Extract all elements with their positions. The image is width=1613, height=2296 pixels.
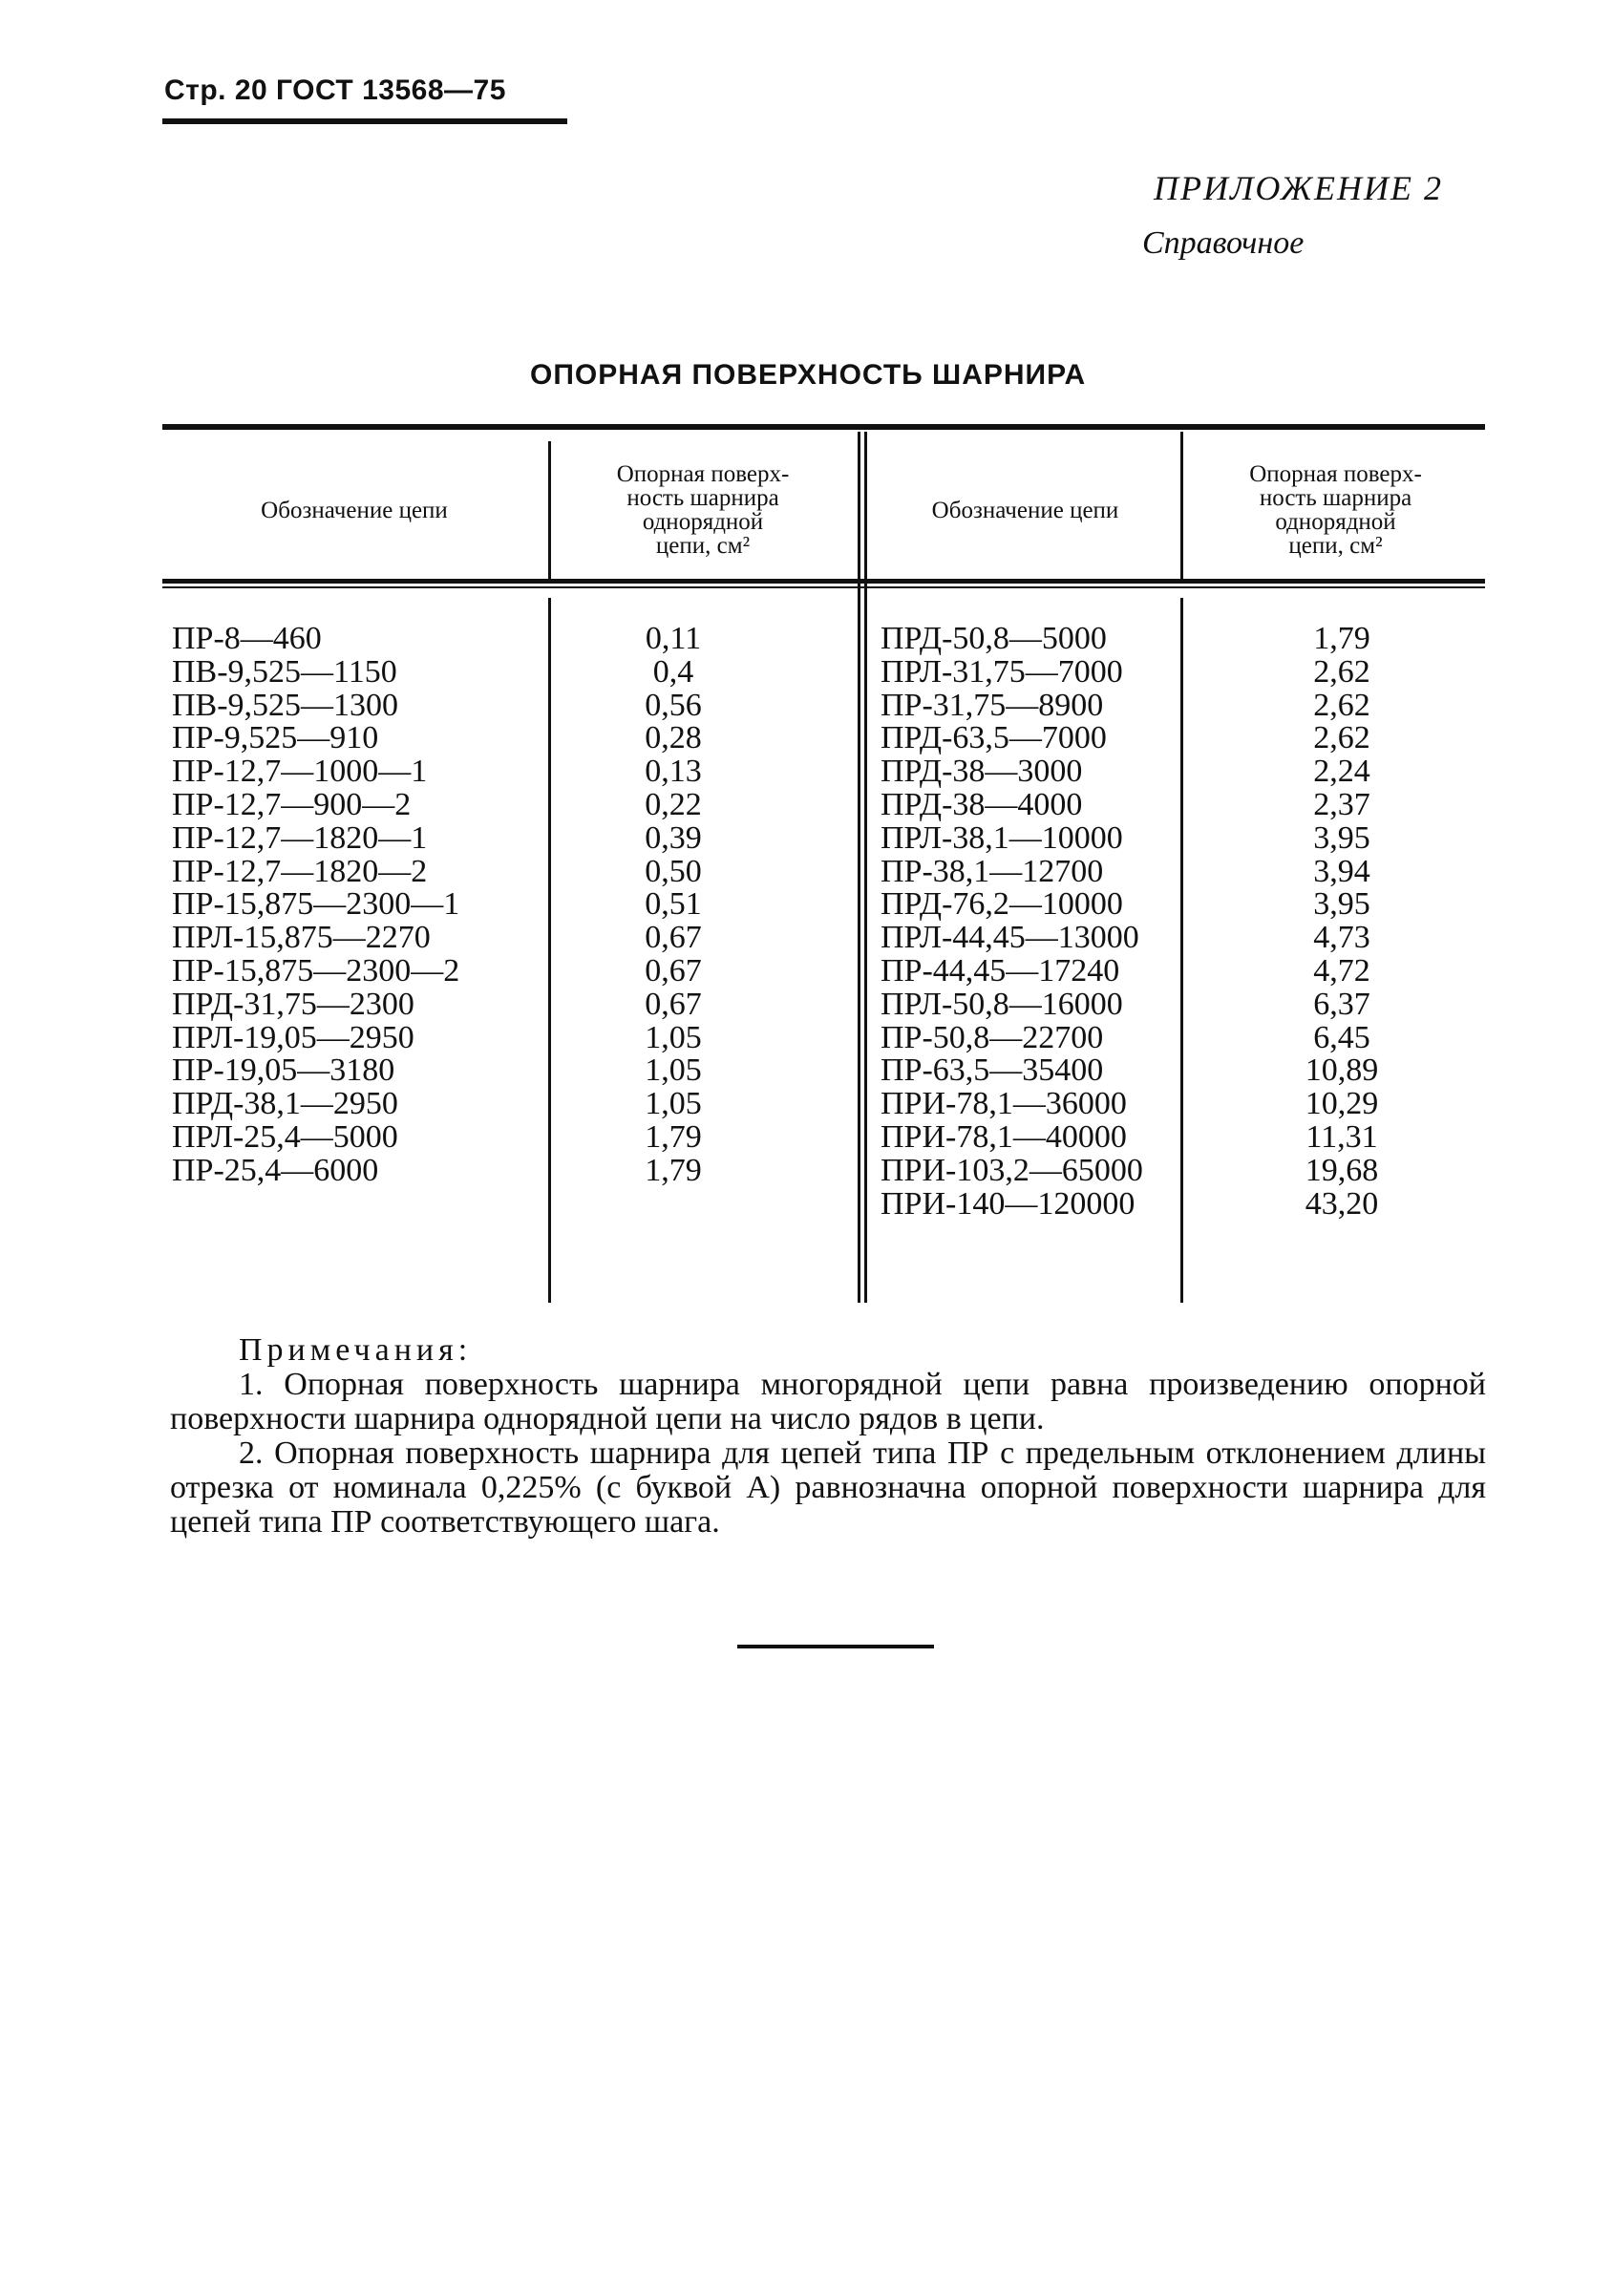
chain-name: ПР-12,7—900—2 [172, 786, 412, 822]
surface-value: 3,95 [1313, 886, 1370, 923]
chain-name: ПР-50,8—22700 [881, 1019, 1104, 1055]
left-surface-values [611, 623, 735, 1188]
table-header-rule-thin [162, 586, 1485, 588]
surface-value: 1,05 [645, 1052, 702, 1089]
surface-value: 11,31 [1305, 1118, 1378, 1155]
surface-value: 0,50 [645, 853, 702, 889]
chain-name: ПРЛ-44,45—13000 [881, 920, 1139, 956]
page-header: Стр. 20 ГОСТ 13568—75 [164, 74, 506, 106]
surface-value: 0,4 [652, 653, 694, 690]
notes-label: Примечания: [239, 1332, 473, 1368]
surface-value: 0,56 [645, 687, 702, 723]
surface-value: 43,20 [1305, 1185, 1379, 1222]
surface-value: 10,89 [1305, 1052, 1379, 1089]
surface-value: 6,37 [1313, 986, 1370, 1022]
surface-value: 4,72 [1313, 952, 1370, 989]
surface-value: 3,94 [1313, 853, 1370, 889]
surface-value: 0,13 [645, 754, 702, 790]
chain-name: ПР-12,7—1820—2 [172, 853, 428, 889]
column-header-chain-left: Обозначение цепи [261, 497, 448, 523]
chain-name: ПРЛ-19,05—2950 [172, 1019, 414, 1055]
chain-name: ПР-15,875—2300—2 [172, 952, 460, 989]
column-header-surface-right: Опорная поверх- ность шарнира однорядной цепи, см² [1249, 461, 1422, 559]
chain-name: ПРИ-140—120000 [881, 1185, 1135, 1222]
end-rule [737, 1645, 934, 1648]
column-divider [548, 598, 551, 1303]
surface-value: 0,51 [645, 886, 702, 923]
chain-name: ПР-15,875—2300—1 [172, 886, 460, 923]
chain-name: ПРД-38—4000 [881, 786, 1083, 822]
chain-name: ПР-31,75—8900 [881, 687, 1104, 723]
table-header-rule [162, 579, 1485, 584]
chain-name: ПРД-63,5—7000 [881, 720, 1107, 756]
surface-value: 1,79 [645, 1118, 702, 1155]
chain-name: ПР-63,5—35400 [881, 1052, 1104, 1089]
surface-value: 0,67 [645, 952, 702, 989]
column-header-chain-right: Обозначение цепи [931, 497, 1119, 523]
chain-name: ПРД-50,8—5000 [881, 621, 1107, 656]
chain-name: ПР-44,45—17240 [881, 952, 1120, 989]
chain-name: ПРД-38—3000 [881, 754, 1083, 790]
surface-value: 2,62 [1313, 720, 1370, 756]
surface-value: 0,39 [645, 819, 702, 856]
surface-value: 0,28 [645, 720, 702, 756]
chain-name: ПРИ-78,1—40000 [881, 1118, 1127, 1155]
surface-value: 2,62 [1313, 653, 1370, 690]
left-chain-names [172, 623, 459, 1188]
surface-value: 0,67 [645, 986, 702, 1022]
note-item: 1. Опорная поверхность шарнира многорядной цепи равна произведению опорной поверхности шарнира однорядной цепи на число рядов в цепи. [170, 1367, 1486, 1436]
surface-value: 2,62 [1313, 687, 1370, 723]
chain-name: ПРЛ-15,875—2270 [172, 920, 431, 956]
surface-value: 6,45 [1313, 1019, 1370, 1055]
chain-name: ПР-12,7—1820—1 [172, 819, 428, 856]
surface-value: 2,37 [1313, 786, 1370, 822]
surface-value: 1,79 [1313, 621, 1370, 656]
surface-value: 0,67 [645, 920, 702, 956]
surface-value: 3,95 [1313, 819, 1370, 856]
surface-value: 0,22 [645, 786, 702, 822]
chain-name: ПВ-9,525—1150 [172, 653, 397, 690]
column-divider [1180, 598, 1183, 1303]
column-divider-double [858, 432, 860, 1303]
bearing-surface-table [162, 424, 1485, 1303]
surface-value: 0,11 [645, 621, 702, 656]
column-header-surface-left: Опорная поверх- ность шарнира однорядной цепи, см² [616, 461, 790, 559]
chain-name: ПВ-9,525—1300 [172, 687, 399, 723]
header-rule [162, 118, 567, 124]
chain-name: ПРИ-103,2—65000 [881, 1152, 1143, 1188]
chain-name: ПРЛ-31,75—7000 [881, 653, 1123, 690]
chain-name: ПРЛ-50,8—16000 [881, 986, 1123, 1022]
table-top-rule [162, 424, 1485, 430]
surface-value: 1,79 [645, 1152, 702, 1188]
chain-name: ПРД-38,1—2950 [172, 1086, 398, 1122]
chain-name: ПРИ-78,1—36000 [881, 1086, 1127, 1122]
document-title: ОПОРНАЯ ПОВЕРХНОСТЬ ШАРНИРА [530, 359, 1087, 391]
chain-name: ПРЛ-25,4—5000 [172, 1118, 398, 1155]
notes-section [170, 1333, 1486, 1540]
surface-value: 2,24 [1313, 754, 1370, 790]
chain-name: ПР-9,525—910 [172, 720, 379, 756]
surface-value: 1,05 [645, 1086, 702, 1122]
chain-name: ПР-12,7—1000—1 [172, 754, 428, 790]
chain-name: ПРЛ-38,1—10000 [881, 819, 1123, 856]
right-chain-names [881, 623, 1143, 1221]
surface-value: 1,05 [645, 1019, 702, 1055]
chain-name: ПРД-31,75—2300 [172, 986, 414, 1022]
chain-name: ПРД-76,2—10000 [881, 886, 1123, 923]
surface-value: 19,68 [1305, 1152, 1379, 1188]
chain-name: ПР-19,05—3180 [172, 1052, 395, 1089]
appendix-subtitle: Справочное [1142, 225, 1305, 261]
note-item: 2. Опорная поверхность шарнира для цепей типа ПР с предельным отклонением длины отрезка от номинала 0,225% (с буквой А) равнозначна опорной поверхности шарнира для цепей типа ПР соответствующего шага. [170, 1435, 1486, 1540]
chain-name: ПР-25,4—6000 [172, 1152, 379, 1188]
surface-value: 4,73 [1313, 920, 1370, 956]
appendix-title: ПРИЛОЖЕНИЕ 2 [1154, 169, 1443, 207]
surface-value: 10,29 [1305, 1086, 1379, 1122]
chain-name: ПР-38,1—12700 [881, 853, 1104, 889]
chain-name: ПР-8—460 [172, 621, 322, 656]
right-surface-values [1280, 623, 1404, 1221]
